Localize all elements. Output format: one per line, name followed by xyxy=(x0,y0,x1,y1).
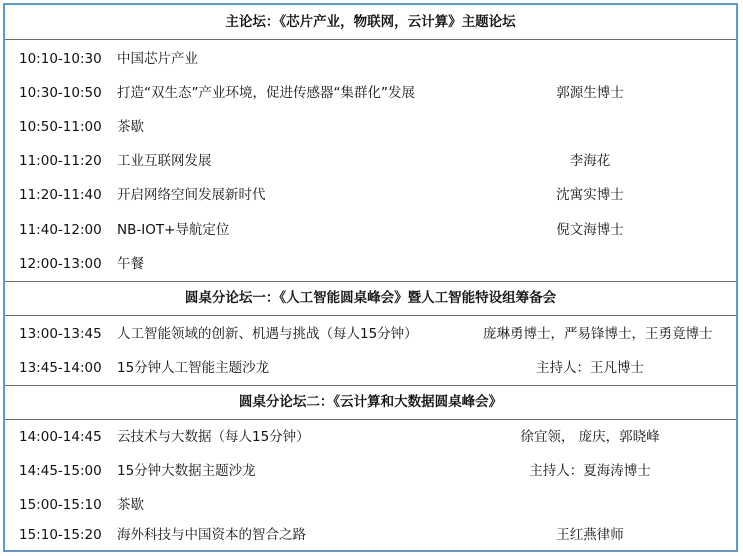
topic: 中国芯片产业 xyxy=(117,51,198,67)
table-row xyxy=(5,213,736,247)
roundtable-2-title: 圆桌分论坛二：《云计算和大数据圆桌峰会》 xyxy=(238,394,503,410)
speaker: 倪文海博士 xyxy=(556,222,624,238)
time-slot: 14:00-14:45 xyxy=(19,429,102,445)
topic: 打造“双生态”产业环境，促进传感器“集群化”发展 xyxy=(117,85,415,101)
main-forum-title: 主论坛：《芯片产业，物联网，云计算》主题论坛 xyxy=(225,14,516,30)
speaker: 郭源生博士 xyxy=(556,85,624,101)
topic: 人工智能领域的创新、机遇与挑战（每人15分钟） xyxy=(117,326,418,342)
speaker: 王红燕律师 xyxy=(556,527,624,543)
table-row xyxy=(5,178,736,212)
topic: 15分钟人工智能主题沙龙 xyxy=(117,360,270,376)
speaker: 徐宜领， 庞庆，郭晓峰 xyxy=(520,429,660,445)
roundtable-1-title: 圆桌分论坛一：《人工智能圆桌峰会》暨人工智能特设组筹备会 xyxy=(184,290,557,306)
table-row xyxy=(5,420,736,454)
time-slot: 15:00-15:10 xyxy=(19,497,102,513)
topic: 工业互联网发展 xyxy=(117,153,212,169)
table-row xyxy=(5,110,736,144)
topic: 海外科技与中国资本的智合之路 xyxy=(117,527,306,543)
table-row xyxy=(5,144,736,178)
time-slot: 13:45-14:00 xyxy=(19,360,102,376)
speaker: 主持人：王凡博士 xyxy=(536,360,644,376)
time-slot: 14:45-15:00 xyxy=(19,463,102,479)
topic: 开启网络空间发展新时代 xyxy=(117,187,266,203)
topic: 茶歇 xyxy=(117,497,144,513)
table-row xyxy=(5,247,736,281)
table-row xyxy=(5,518,736,552)
table-row xyxy=(5,351,736,385)
table-row xyxy=(5,76,736,110)
main-forum-header xyxy=(5,5,736,40)
topic: 茶歇 xyxy=(117,119,144,135)
time-slot: 10:10-10:30 xyxy=(19,51,102,67)
topic: NB-IOT+导航定位 xyxy=(117,222,230,238)
speaker: 李海花 xyxy=(569,153,611,169)
time-slot: 13:00-13:45 xyxy=(19,326,102,342)
time-slot: 15:10-15:20 xyxy=(19,527,102,543)
agenda-table xyxy=(3,3,738,552)
roundtable-2-header xyxy=(5,385,736,420)
roundtable-1-header xyxy=(5,281,736,316)
speaker: 主持人：夏海涛博士 xyxy=(529,463,651,479)
time-slot: 10:50-11:00 xyxy=(19,119,102,135)
table-row xyxy=(5,42,736,76)
table-row xyxy=(5,317,736,351)
time-slot: 12:00-13:00 xyxy=(19,256,102,272)
table-row xyxy=(5,454,736,488)
time-slot: 11:00-11:20 xyxy=(19,153,102,169)
time-slot: 10:30-10:50 xyxy=(19,85,102,101)
time-slot: 11:40-12:00 xyxy=(19,222,102,238)
speaker: 庞琳勇博士，严易锋博士，王勇竟博士 xyxy=(483,326,713,342)
speaker: 沈寓实博士 xyxy=(556,187,624,203)
topic: 15分钟大数据主题沙龙 xyxy=(117,463,256,479)
topic: 云技术与大数据（每人15分钟） xyxy=(117,429,310,445)
topic: 午餐 xyxy=(117,256,144,272)
table-row xyxy=(5,488,736,522)
time-slot: 11:20-11:40 xyxy=(19,187,102,203)
